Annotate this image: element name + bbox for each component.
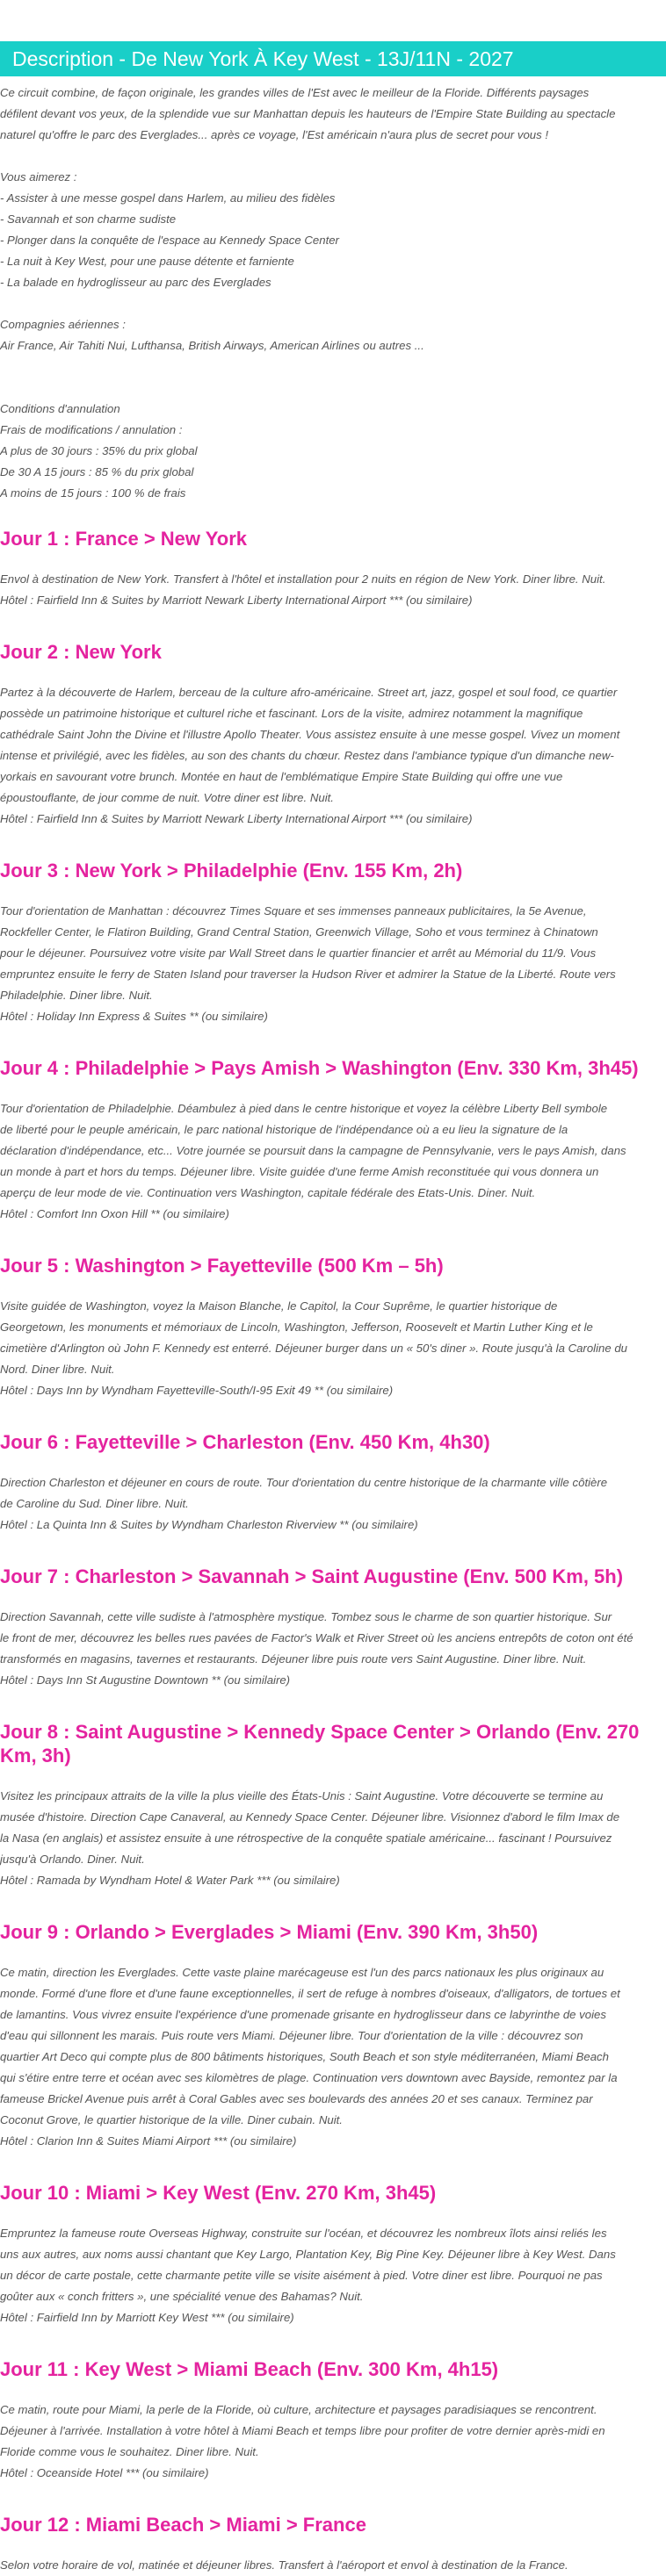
day-description-line: goûter aux « conch fritters », une spécialité venue des Bahamas? Nuit. [0, 2290, 364, 2303]
day-description-line: Hôtel : Fairfield Inn by Marriott Key West *** (ou similaire) [0, 2311, 294, 2324]
day-title: Jour 4 : Philadelphie > Pays Amish > Washington (Env. 330 Km, 3h45) [0, 1057, 639, 1079]
day-title: Jour 3 : New York > Philadelphie (Env. 155 Km, 2h) [0, 860, 463, 881]
day-description-line: pour le déjeuner. Poursuivez votre visite par Wall Street dans le quartier financier et arrêt au Mémorial du 11/9. Vous [0, 946, 597, 960]
day-description-line: Déjeuner à l'arrivée. Installation à votre hôtel à Miami Beach et temps libre pour profiter de votre dernier après-midi en [0, 2424, 605, 2437]
intro-airlines [0, 314, 666, 356]
day-description [0, 1607, 666, 1691]
highlight-item: - Assister à une messe gospel dans Harlem, au milieu des fidèles [0, 191, 336, 205]
day-description-line: Philadelphie. Diner libre. Nuit. [0, 989, 153, 1002]
highlight-item: - Plonger dans la conquête de l'espace au Kennedy Space Center [0, 234, 339, 247]
day-description [0, 1098, 666, 1225]
day-description [0, 1296, 666, 1401]
intro-summary-line: défilent devant vos yeux, de la splendide vue sur Manhattan depuis les hauteurs de l'Empire State Building au spectacle [0, 107, 616, 120]
day-description [0, 569, 666, 611]
day-description-line: jusqu'à Orlando. Diner. Nuit. [0, 1853, 145, 1866]
day-title: Jour 6 : Fayetteville > Charleston (Env. 450 Km, 4h30) [0, 1431, 490, 1453]
day-description-line: empruntez ensuite le ferry de Staten Island pour traverser la Hudson River et admirer la Statue de la Liberté. Route vers [0, 968, 616, 981]
day-description-line: de Caroline du Sud. Diner libre. Nuit. [0, 1497, 189, 1510]
day-description-line: Coconut Grove, le quartier historique de la ville. Diner cubain. Nuit. [0, 2113, 343, 2126]
day-title: Jour 8 : Saint Augustine > Kennedy Space Center > Orlando (Env. 270 Km, 3h) [0, 1721, 640, 1767]
day-description-line: fameuse Brickel Avenue puis arrêt à Coral Gables avec ses boulevards des années 20 et ses canaux. Terminez par [0, 2092, 593, 2105]
highlight-item: - La nuit à Key West, pour une pause détente et farniente [0, 255, 294, 268]
title-banner [0, 41, 666, 76]
day-description [0, 2555, 666, 2576]
intro-highlights [0, 167, 666, 293]
day-description-line: Rockfeller Center, le Flatiron Building, Grand Central Station, Greenwich Village, Soho et vous terminez à Chinatown [0, 925, 598, 939]
itinerary-day [0, 1056, 666, 1225]
day-description [0, 1962, 666, 2152]
conditions-line: Frais de modifications / annulation : [0, 423, 183, 436]
day-description-line: qui s'étire entre terre et océan avec ses kilomètres de plage. Continuation vers downtown avec Bayside, remontez par la [0, 2071, 618, 2084]
day-description-line: quartier Art Deco qui compte plus de 800 bâtiments historiques, South Beach et son style méditerranéen, Miami Beach [0, 2050, 609, 2063]
intro-conditions [0, 399, 666, 504]
itinerary-day [0, 1920, 666, 2152]
highlight-item: - La balade en hydroglisseur au parc des Everglades [0, 276, 271, 289]
day-title: Jour 9 : Orlando > Everglades > Miami (Env. 390 Km, 3h50) [0, 1921, 539, 1943]
day-title: Jour 5 : Washington > Fayetteville (500 Km – 5h) [0, 1255, 444, 1277]
day-title: Jour 2 : New York [0, 641, 162, 663]
day-description-line: Direction Savannah, cette ville sudiste à l'atmosphère mystique. Tombez sous le charme de son quartier historique. Sur [0, 1610, 612, 1623]
day-description [0, 2400, 666, 2484]
itinerary-day [0, 2357, 666, 2484]
itinerary-day [0, 859, 666, 1027]
day-description-line: Tour d'orientation de Manhattan : découvrez Times Square et ses immenses panneaux publicitaires, la 5e Avenue, [0, 904, 587, 917]
conditions-line: A plus de 30 jours : 35% du prix global [0, 444, 198, 457]
page-title: Description - De New York À Key West - 13J/11N - 2027 [12, 47, 514, 70]
day-description-line: Hôtel : Holiday Inn Express & Suites ** (ou similaire) [0, 1010, 268, 1023]
day-description-line: Direction Charleston et déjeuner en cours de route. Tour d'orientation du centre historique de la charmante ville côtière [0, 1476, 608, 1489]
day-title: Jour 11 : Key West > Miami Beach (Env. 300 Km, 4h15) [0, 2358, 499, 2380]
itinerary-day [0, 527, 666, 611]
day-description [0, 1786, 666, 1891]
day-description-line: Hôtel : Fairfield Inn & Suites by Marriott Newark Liberty International Airport *** (ou similaire) [0, 594, 473, 607]
day-description-line: Hôtel : Fairfield Inn & Suites by Marriott Newark Liberty International Airport *** (ou similaire) [0, 812, 473, 825]
highlights-heading: Vous aimerez : [0, 170, 77, 183]
itinerary-day [0, 640, 666, 830]
day-description-line: un monde à part et hors du temps. Déjeuner libre. Visite guidée d'une ferme Amish reconstituée qui vous donnera un [0, 1165, 599, 1178]
day-description-line: musée d'histoire. Direction Cape Canaveral, au Kennedy Space Center. Déjeuner libre. Visionnez d'abord le film Imax de [0, 1810, 620, 1824]
intro-summary-line: Ce circuit combine, de façon originale, les grandes villes de l'Est avec le meilleur de la Floride. Différents paysages [0, 86, 590, 99]
day-title: Jour 10 : Miami > Key West (Env. 270 Km, 3h45) [0, 2182, 437, 2204]
day-description-line: Ce matin, direction les Everglades. Cette vaste plaine marécageuse est l'un des parcs nationaux les plus originaux au [0, 1966, 604, 1979]
day-title: Jour 7 : Charleston > Savannah > Saint Augustine (Env. 500 Km, 5h) [0, 1565, 624, 1587]
itinerary-day [0, 2513, 666, 2576]
day-description-line: intense et privilégié, avec les fidèles, au son des chants du chœur. Restez dans l'ambiance typique d'un dimanche new- [0, 749, 614, 762]
day-description-line: cimetière d'Arlington où John F. Kennedy est enterré. Déjeuner burger dans un « 50's diner ». Route jusqu'à la Caroline du [0, 1342, 628, 1355]
day-description-line: un décor de carte postale, cette charmante petite ville se visite aisément à pied. Votre diner est libre. Pourquoi ne pas [0, 2269, 603, 2282]
airlines-list: Air France, Air Tahiti Nui, Lufthansa, British Airways, American Airlines ou autres ... [0, 339, 424, 352]
conditions-line: A moins de 15 jours : 100 % de frais [0, 486, 186, 500]
day-description-line: Hôtel : Oceanside Hotel *** (ou similaire) [0, 2466, 209, 2479]
day-description-line: Hôtel : Days Inn St Augustine Downtown ** (ou similaire) [0, 1673, 291, 1687]
day-description-line: la Nasa (en anglais) et assistez ensuite à une rétrospective de la conquête spatiale américaine... fascinant ! Poursuivez [0, 1831, 612, 1845]
day-description-line: Nord. Diner libre. Nuit. [0, 1363, 115, 1376]
day-description-line: Tour d'orientation de Philadelphie. Déambulez à pied dans le centre historique et voyez la célèbre Liberty Bell symbole [0, 1102, 608, 1115]
day-description [0, 2223, 666, 2328]
day-description-line: Hôtel : Comfort Inn Oxon Hill ** (ou similaire) [0, 1207, 229, 1220]
itinerary-day [0, 2181, 666, 2328]
day-description-line: Georgetown, les monuments et mémoriaux de Lincoln, Washington, Jefferson, Roosevelt et Martin Luther King et le [0, 1320, 593, 1334]
intro-summary-line: naturel qu'offre le parc des Everglades... après ce voyage, l'Est américain n'aura plus de secret pour vous ! [0, 128, 549, 141]
day-description-line: Hôtel : Days Inn by Wyndham Fayetteville-South/I-95 Exit 49 ** (ou similaire) [0, 1384, 394, 1397]
day-description-line: Hôtel : La Quinta Inn & Suites by Wyndham Charleston Riverview ** (ou similaire) [0, 1518, 418, 1531]
day-description-line: uns aux autres, aux noms aussi chantant que Key Largo, Plantation Key, Big Pine Key. Déjeuner libre à Key West. Dans [0, 2248, 616, 2261]
day-description-line: yorkais en savourant votre brunch. Montée en haut de l'emblématique Empire State Building qui offre une vue [0, 770, 563, 783]
day-description-line: Empruntez la fameuse route Overseas Highway, construite sur l'océan, et découvrez les nombreux îlots ainsi reliés les [0, 2227, 607, 2240]
itinerary [0, 527, 666, 2576]
day-description-line: Hôtel : Clarion Inn & Suites Miami Airport *** (ou similaire) [0, 2134, 297, 2148]
day-description [0, 901, 666, 1027]
day-description-line: Partez à la découverte de Harlem, berceau de la culture afro-américaine. Street art, jazz, gospel et soul food, ce quartier [0, 686, 618, 699]
description-content [0, 76, 666, 2576]
day-description-line: transformés en magasins, tavernes et restaurants. Déjeuner libre puis route vers Saint Augustine. Diner libre. Nuit. [0, 1652, 587, 1666]
day-description-line: Floride comme vous le souhaitez. Diner libre. Nuit. [0, 2445, 259, 2458]
itinerary-day [0, 1254, 666, 1401]
day-description-line: possède un patrimoine historique et culturel riche et fascinant. Lors de la visite, admirez notamment la magnifique [0, 707, 583, 720]
highlight-item: - Savannah et son charme sudiste [0, 212, 177, 226]
conditions-line: De 30 A 15 jours : 85 % du prix global [0, 465, 194, 479]
day-description-line: de liberté pour le peuple américain, le parc national historique de l'indépendance où a eu lieu la signature de la [0, 1123, 568, 1136]
day-description-line: cathédrale Saint John the Divine et l'illustre Apollo Theater. Vous assistez ensuite à une messe gospel. Vivez un moment [0, 728, 620, 741]
day-description-line: Envol à destination de New York. Transfert à l'hôtel et installation pour 2 nuits en région de New York. Diner libre. Nuit. [0, 572, 606, 586]
day-description-line: époustouflante, de jour comme de nuit. Votre diner est libre. Nuit. [0, 791, 334, 804]
day-title: Jour 1 : France > New York [0, 528, 248, 550]
itinerary-day [0, 1720, 666, 1891]
day-description-line: monde. Formé d'une flore et d'une faune exceptionnelles, il sert de refuge à nombres d'oiseaux, d'alligators, de tortues et [0, 1987, 620, 2000]
day-title: Jour 12 : Miami Beach > Miami > France [0, 2514, 366, 2536]
day-description-line: Visite guidée de Washington, voyez la Maison Blanche, le Capitol, la Cour Suprême, le quartier historique de [0, 1299, 558, 1313]
day-description-line: d'eau qui sillonnent les marais. Puis route vers Miami. Déjeuner libre. Tour d'orientation de la ville : découvrez son [0, 2029, 583, 2042]
day-description-line: Ce matin, route pour Miami, la perle de la Floride, où culture, architecture et paysages paradisiaques se rencontrent. [0, 2403, 597, 2416]
day-description [0, 682, 666, 830]
day-description-line: le front de mer, découvrez les belles rues pavées de Factor's Walk et River Street où les anciens entrepôts de coton ont été [0, 1631, 633, 1644]
intro-summary [0, 83, 666, 146]
day-description-line: Hôtel : Ramada by Wyndham Hotel & Water Park *** (ou similaire) [0, 1874, 340, 1887]
airlines-heading: Compagnies aériennes : [0, 318, 126, 331]
day-description-line: Selon votre horaire de vol, matinée et déjeuner libres. Transfert à l'aéroport et envol à destination de la France. [0, 2558, 568, 2572]
day-description [0, 1472, 666, 1536]
itinerary-day [0, 1430, 666, 1536]
conditions-heading: Conditions d'annulation [0, 402, 120, 415]
day-description-line: déclaration d'indépendance, etc... Votre journée se poursuit dans la campagne de Pennsylvanie, vers le pays Amish, dans [0, 1144, 626, 1157]
day-description-line: de lamantins. Vous vivrez ensuite l'expérience d'une promenade grisante en hydroglisseur dans ce labyrinthe de voies [0, 2008, 606, 2021]
day-description-line: aperçu de leur mode de vie. Continuation vers Washington, capitale fédérale des Etats-Unis. Diner. Nuit. [0, 1186, 536, 1199]
itinerary-day [0, 1565, 666, 1691]
day-description-line: Visitez les principaux attraits de la ville la plus vieille des États-Unis : Saint Augustine. Votre découverte se termine au [0, 1789, 604, 1802]
